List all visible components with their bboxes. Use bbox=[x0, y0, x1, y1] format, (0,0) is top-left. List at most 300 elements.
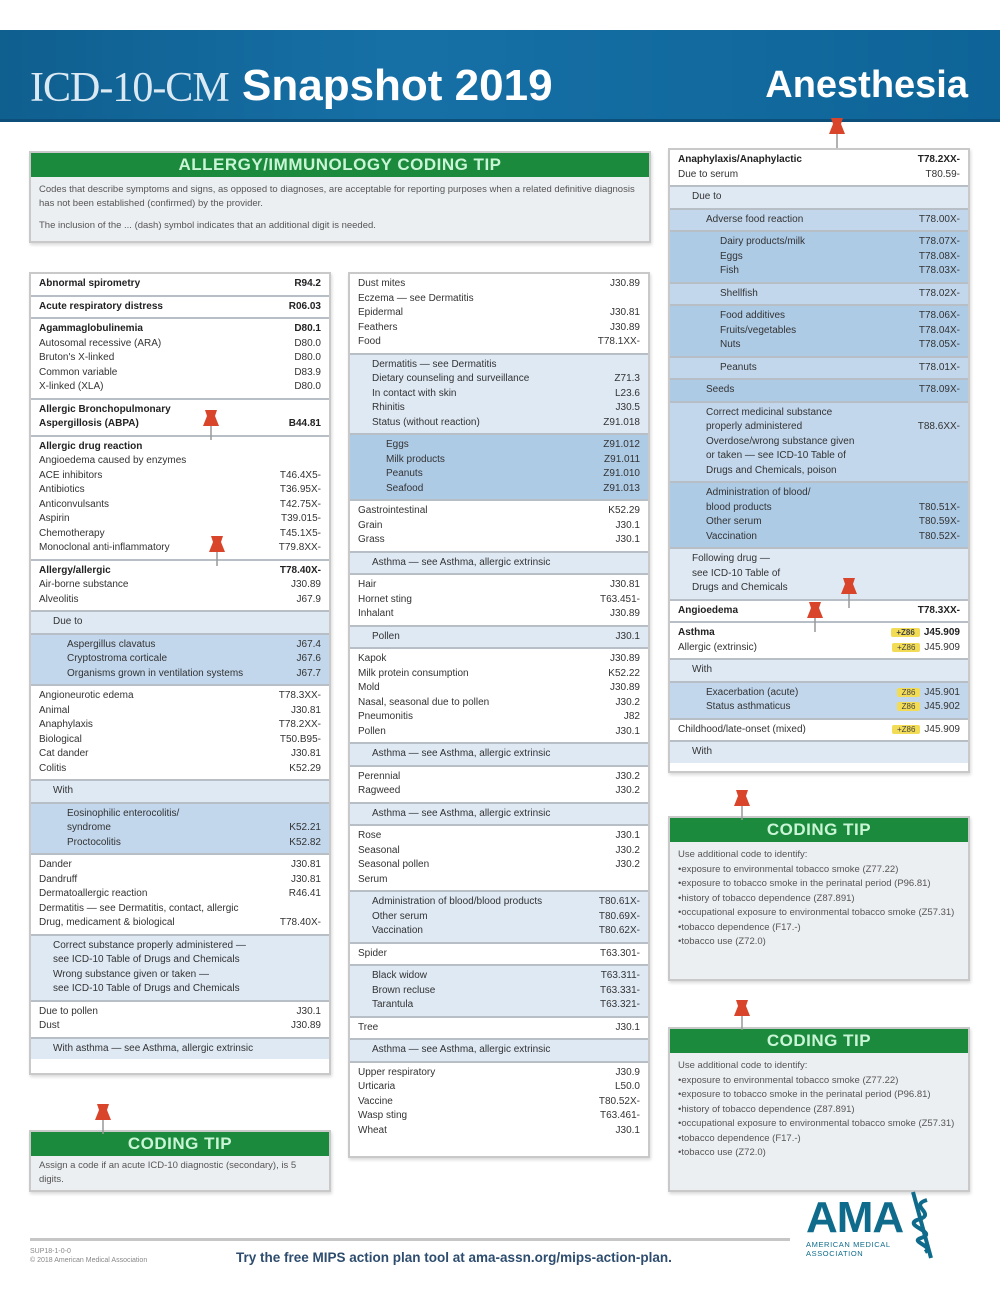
code-label: Agammaglobulinemia bbox=[39, 323, 143, 334]
code-label: Vaccination bbox=[372, 925, 423, 936]
code-row bbox=[350, 910, 648, 925]
code-label: Seafood bbox=[386, 482, 424, 494]
icd-code: T63.301- bbox=[599, 947, 640, 959]
code-label: Allergic drug reaction bbox=[39, 440, 143, 452]
code-label: Hornet sting bbox=[358, 593, 412, 605]
code-row bbox=[31, 417, 329, 432]
additional-code-badge: Z86 bbox=[897, 688, 921, 697]
icd-code: T46.4X5- bbox=[279, 469, 321, 481]
code-label: Administration of blood/blood products bbox=[372, 896, 543, 907]
staff-of-asclepius-icon bbox=[905, 1190, 941, 1260]
code-row bbox=[670, 530, 968, 545]
code-label: Asthma — see Asthma, allergic extrinsic bbox=[372, 1044, 551, 1055]
allergy-coding-tip bbox=[29, 151, 651, 243]
code-label: Anaphylaxis/Anaphylactic bbox=[678, 154, 802, 165]
code-section bbox=[670, 660, 968, 683]
code-label: Pneumonitis bbox=[358, 711, 414, 722]
code-label: Dermatitis — see Dermatitis, contact, allergic bbox=[39, 902, 239, 914]
code-row bbox=[31, 351, 329, 366]
code-section bbox=[31, 936, 329, 1002]
icd-code: J67.4 bbox=[296, 638, 321, 650]
ama-logo-sub: AMERICAN MEDICAL bbox=[806, 1240, 891, 1249]
code-row bbox=[350, 438, 648, 453]
code-label: Correct substance properly administered — bbox=[53, 939, 246, 951]
code-row bbox=[31, 322, 329, 337]
code-label: Overdose/wrong substance given bbox=[706, 435, 855, 447]
code-row bbox=[31, 454, 329, 469]
code-label: Autosomal recessive (ARA) bbox=[39, 337, 162, 349]
code-section bbox=[350, 553, 648, 576]
code-label: Wasp sting bbox=[358, 1110, 408, 1121]
icd-code: T78.02X- bbox=[918, 287, 960, 299]
code-section bbox=[670, 742, 968, 763]
code-row bbox=[31, 982, 329, 997]
code-label: Peanuts bbox=[386, 468, 423, 479]
icd-code: J45.909 bbox=[924, 641, 960, 653]
icd-code: T78.06X- bbox=[918, 310, 960, 321]
code-row bbox=[31, 762, 329, 777]
icd-code: J30.1 bbox=[296, 1005, 321, 1017]
icd-code: T42.75X- bbox=[279, 498, 321, 510]
code-label: Drugs and Chemicals, poison bbox=[706, 464, 837, 476]
code-section bbox=[350, 944, 648, 967]
icd-code: T78.05X- bbox=[918, 339, 960, 350]
code-row bbox=[31, 440, 329, 455]
icd-code: L23.6 bbox=[614, 387, 640, 399]
code-row bbox=[670, 723, 968, 738]
code-row bbox=[350, 1021, 648, 1036]
code-section bbox=[350, 804, 648, 827]
additional-code-badge: +Z86 bbox=[892, 643, 920, 652]
icd-code: J30.1 bbox=[615, 830, 640, 841]
icd-code: T78.04X- bbox=[918, 324, 960, 336]
icd-code: J45.909 bbox=[924, 723, 960, 735]
icd-code: K52.22 bbox=[608, 667, 640, 679]
code-row bbox=[350, 321, 648, 336]
code-label: Allergy/allergic bbox=[39, 564, 111, 576]
code-label: Seasonal pollen bbox=[358, 859, 430, 870]
code-row bbox=[670, 745, 968, 760]
tip-item: • exposure to environmental tobacco smoke (Z77.22) bbox=[678, 863, 960, 878]
code-section bbox=[31, 400, 329, 437]
header-banner bbox=[0, 30, 1000, 122]
code-row bbox=[350, 401, 648, 416]
code-label: Milk protein consumption bbox=[358, 667, 469, 679]
code-label: Exacerbation (acute) bbox=[706, 686, 799, 698]
code-section bbox=[670, 380, 968, 403]
code-row bbox=[350, 453, 648, 468]
icd-code: T80.61X- bbox=[598, 896, 640, 907]
tip-item: • occupational exposure to environmental tobacco smoke (Z57.31) bbox=[678, 906, 960, 921]
code-row bbox=[31, 1005, 329, 1020]
code-row bbox=[31, 733, 329, 748]
footer-doc-id: SUP18-1-0-0 bbox=[30, 1248, 71, 1255]
icd-code: K52.82 bbox=[289, 836, 321, 848]
code-row bbox=[670, 383, 968, 398]
code-label: Fruits/vegetables bbox=[720, 324, 797, 336]
code-section bbox=[350, 355, 648, 436]
icd-code: J30.89 bbox=[609, 682, 640, 693]
icd-code: J30.2 bbox=[615, 785, 640, 796]
icd-code: J30.81 bbox=[290, 859, 321, 870]
code-row bbox=[31, 512, 329, 527]
icd-code: D80.0 bbox=[294, 337, 321, 349]
code-label: Air-borne substance bbox=[39, 579, 129, 590]
code-label: Alveolitis bbox=[39, 593, 79, 605]
code-row bbox=[31, 483, 329, 498]
code-row bbox=[350, 416, 648, 431]
code-label: Colitis bbox=[39, 762, 67, 774]
code-section bbox=[670, 358, 968, 381]
icd-code: T78.2XX- bbox=[917, 154, 960, 165]
code-row bbox=[350, 681, 648, 696]
code-section bbox=[31, 561, 329, 613]
code-row bbox=[350, 947, 648, 962]
code-label: Eggs bbox=[386, 439, 409, 450]
tip-item: • tobacco use (Z72.0) bbox=[678, 935, 960, 950]
code-label: Organisms grown in ventilation systems bbox=[67, 667, 244, 679]
code-section bbox=[31, 635, 329, 687]
code-label: With bbox=[692, 746, 712, 757]
code-label: Seeds bbox=[706, 384, 735, 395]
icd-code: T80.59X- bbox=[918, 516, 960, 527]
icd-code: T50.B95- bbox=[279, 733, 321, 745]
code-row bbox=[350, 533, 648, 548]
ama-logo-text: AMA bbox=[806, 1193, 904, 1242]
code-label: Brown recluse bbox=[372, 984, 436, 996]
icd-code: T78.09X- bbox=[918, 384, 960, 395]
code-label: Dairy products/milk bbox=[720, 236, 806, 247]
code-section bbox=[350, 1040, 648, 1063]
code-row bbox=[350, 725, 648, 740]
code-section bbox=[670, 232, 968, 284]
code-label: Dermatoallergic reaction bbox=[39, 888, 148, 899]
icd-code: T78.3XX- bbox=[917, 604, 960, 616]
code-label: Eczema — see Dermatitis bbox=[358, 292, 474, 304]
code-row bbox=[31, 366, 329, 381]
code-label: Asthma bbox=[678, 627, 715, 638]
code-section bbox=[670, 150, 968, 187]
code-label: Aspergillosis (ABPA) bbox=[39, 418, 139, 429]
code-label: Nuts bbox=[720, 339, 741, 350]
code-row bbox=[31, 403, 329, 418]
code-row bbox=[31, 380, 329, 395]
icd-code: Z71.3 bbox=[614, 373, 640, 384]
code-table-middle bbox=[348, 272, 650, 1158]
icd-code: J30.5 bbox=[615, 402, 640, 413]
code-label: Inhalant bbox=[358, 608, 394, 619]
code-row bbox=[350, 784, 648, 799]
code-label: Proctocolitis bbox=[67, 836, 121, 848]
code-row bbox=[350, 593, 648, 608]
icd-code: R06.03 bbox=[288, 300, 321, 312]
icd-code: T80.52X- bbox=[918, 530, 960, 542]
code-row bbox=[670, 464, 968, 479]
code-row bbox=[31, 277, 329, 292]
code-row bbox=[350, 924, 648, 939]
code-section bbox=[31, 319, 329, 400]
coding-tip-right-1 bbox=[668, 816, 970, 981]
code-row bbox=[350, 630, 648, 645]
code-label: Allergic (extrinsic) bbox=[678, 641, 757, 653]
code-row bbox=[31, 337, 329, 352]
code-label: Seasonal bbox=[358, 844, 400, 856]
code-row bbox=[670, 486, 968, 501]
code-row bbox=[31, 469, 329, 484]
code-row bbox=[350, 306, 648, 321]
icd-code: J30.89 bbox=[609, 321, 640, 333]
coding-tip-left bbox=[29, 1130, 331, 1192]
icd-code: T78.03X- bbox=[918, 265, 960, 276]
code-row bbox=[670, 406, 968, 421]
code-label: syndrome bbox=[67, 822, 111, 833]
icd-code: T39.015- bbox=[280, 513, 321, 524]
icd-code: J30.89 bbox=[290, 1020, 321, 1031]
code-label: Tarantula bbox=[372, 999, 414, 1010]
icd-code: Z91.013 bbox=[603, 482, 640, 494]
code-row bbox=[670, 581, 968, 596]
page-title: Snapshot 2019 bbox=[242, 61, 553, 110]
code-label: Due to pollen bbox=[39, 1005, 98, 1017]
icd-code: J45.901 bbox=[924, 686, 960, 698]
icd-code: D83.9 bbox=[294, 366, 321, 378]
icd-code: R94.2 bbox=[294, 278, 321, 289]
icd-code: J30.1 bbox=[615, 1124, 640, 1136]
code-section bbox=[350, 435, 648, 501]
icd-code: J67.9 bbox=[296, 593, 321, 605]
code-label: Childhood/late-onset (mixed) bbox=[678, 723, 806, 735]
tip-paragraph: The inclusion of the ... (dash) symbol indicates that an additional digit is needed. bbox=[39, 220, 376, 231]
code-row bbox=[31, 784, 329, 799]
code-row bbox=[31, 747, 329, 762]
code-row bbox=[670, 235, 968, 250]
icd-code: T63.331- bbox=[599, 984, 640, 996]
ama-logo bbox=[806, 1193, 941, 1260]
footer-legal bbox=[30, 1247, 147, 1265]
icd-code: T80.62X- bbox=[598, 925, 640, 936]
code-label: Dandruff bbox=[39, 873, 78, 885]
code-row bbox=[350, 519, 648, 534]
code-row bbox=[350, 844, 648, 859]
code-section bbox=[350, 575, 648, 627]
tip-item: • tobacco dependence (F17.-) bbox=[678, 921, 960, 936]
code-label: or taken — see ICD-10 Table of bbox=[706, 450, 846, 461]
icd-code: J30.2 bbox=[615, 844, 640, 856]
icd-code: J30.81 bbox=[290, 748, 321, 759]
icd-code: T88.6XX- bbox=[917, 421, 960, 432]
icd-code: J30.89 bbox=[609, 653, 640, 664]
code-row bbox=[350, 873, 648, 888]
code-label: Angioneurotic edema bbox=[39, 690, 134, 701]
code-row bbox=[670, 663, 968, 678]
code-row bbox=[670, 552, 968, 567]
code-label: Drug, medicament & biological bbox=[39, 917, 175, 928]
code-row bbox=[350, 998, 648, 1013]
code-label: Ragweed bbox=[358, 785, 401, 796]
code-section bbox=[670, 403, 968, 484]
code-row bbox=[31, 1042, 329, 1057]
code-label: Acute respiratory distress bbox=[39, 300, 163, 312]
tip-item: • history of tobacco dependence (Z87.891) bbox=[678, 1103, 960, 1118]
code-row bbox=[670, 287, 968, 302]
code-label: Status asthmaticus bbox=[706, 701, 791, 712]
code-label: Drugs and Chemicals bbox=[692, 582, 788, 593]
code-label: Due to bbox=[692, 191, 722, 202]
code-row bbox=[350, 578, 648, 593]
code-label: Shellfish bbox=[720, 287, 758, 299]
pushpin-icon bbox=[92, 1102, 114, 1136]
icd-code: K52.29 bbox=[608, 505, 640, 516]
code-row bbox=[350, 607, 648, 622]
code-label: Grass bbox=[358, 534, 385, 545]
code-section bbox=[350, 892, 648, 944]
code-label: Biological bbox=[39, 733, 82, 745]
code-row bbox=[670, 641, 968, 656]
icd-code: J30.81 bbox=[290, 873, 321, 885]
icd-code: T63.451- bbox=[599, 593, 640, 605]
code-section bbox=[350, 649, 648, 744]
tip-title: ALLERGY/IMMUNOLOGY CODING TIP bbox=[31, 153, 649, 177]
code-label: Dander bbox=[39, 859, 72, 870]
code-row bbox=[670, 567, 968, 582]
code-table-left bbox=[29, 272, 331, 1075]
tip-item: • tobacco dependence (F17.-) bbox=[678, 1132, 960, 1147]
code-label: With bbox=[53, 785, 73, 796]
code-section bbox=[350, 1063, 648, 1142]
pushpin-icon bbox=[731, 788, 753, 822]
icd-code: T80.52X- bbox=[598, 1095, 640, 1107]
additional-code-badge: +Z86 bbox=[891, 628, 919, 637]
code-label: Urticaria bbox=[358, 1081, 396, 1092]
code-row bbox=[31, 704, 329, 719]
icd-code: K52.21 bbox=[289, 822, 321, 833]
header-prefix: ICD-10-CM bbox=[30, 65, 229, 111]
code-label: blood products bbox=[706, 501, 772, 513]
code-row bbox=[31, 858, 329, 873]
code-label: Chemotherapy bbox=[39, 527, 105, 539]
code-section bbox=[350, 501, 648, 553]
code-label: see ICD-10 Table of Drugs and Chemicals bbox=[53, 954, 240, 965]
code-section bbox=[31, 437, 329, 561]
code-label: Aspergillus clavatus bbox=[67, 638, 156, 650]
icd-code: T78.40X- bbox=[279, 917, 321, 928]
code-label: Peanuts bbox=[720, 361, 757, 373]
code-row bbox=[670, 515, 968, 530]
icd-code: D80.1 bbox=[294, 323, 321, 334]
icd-code: J67.7 bbox=[296, 667, 321, 679]
code-section bbox=[350, 826, 648, 892]
icd-code: J30.1 bbox=[615, 630, 640, 642]
code-section bbox=[670, 187, 968, 210]
icd-code: J30.81 bbox=[290, 704, 321, 716]
code-row bbox=[31, 968, 329, 983]
code-label: Monoclonal anti-inflammatory bbox=[39, 542, 170, 553]
code-row bbox=[670, 309, 968, 324]
code-label: Cat dander bbox=[39, 748, 89, 759]
code-section bbox=[350, 274, 648, 355]
code-row bbox=[31, 902, 329, 917]
icd-code: T78.07X- bbox=[918, 236, 960, 247]
code-section bbox=[670, 483, 968, 549]
code-label: Mold bbox=[358, 682, 380, 693]
code-row bbox=[350, 895, 648, 910]
additional-code-badge: Z86 bbox=[897, 702, 921, 711]
icd-code: T63.321- bbox=[599, 999, 640, 1010]
code-label: Food additives bbox=[720, 310, 786, 321]
icd-code: T79.8XX- bbox=[278, 542, 321, 553]
icd-code: J30.9 bbox=[615, 1066, 640, 1078]
code-row bbox=[31, 953, 329, 968]
tip-body: Assign a code if an acute ICD-10 diagnostic (secondary), is 5 digits. bbox=[31, 1156, 329, 1190]
icd-code: T63.311- bbox=[600, 970, 640, 981]
icd-code: B44.81 bbox=[288, 418, 321, 429]
icd-code: J30.1 bbox=[615, 725, 640, 737]
icd-code: T78.40X- bbox=[279, 564, 321, 576]
code-label: Aspirin bbox=[39, 513, 70, 524]
code-row bbox=[350, 335, 648, 350]
code-label: Gastrointestinal bbox=[358, 505, 428, 516]
icd-code: D80.0 bbox=[294, 381, 321, 392]
code-row bbox=[350, 1095, 648, 1110]
footer-cta-link[interactable]: Try the free MIPS action plan tool at ama-assn.org/mips-action-plan. bbox=[236, 1250, 672, 1265]
tip-title: CODING TIP bbox=[31, 1132, 329, 1156]
tip-item: • exposure to tobacco smoke in the perinatal period (P96.81) bbox=[678, 877, 960, 892]
code-row bbox=[31, 652, 329, 667]
code-row bbox=[670, 338, 968, 353]
code-section bbox=[31, 781, 329, 804]
code-row bbox=[31, 821, 329, 836]
code-row bbox=[350, 984, 648, 999]
code-row bbox=[670, 213, 968, 228]
code-row bbox=[350, 372, 648, 387]
icd-code: J67.6 bbox=[296, 653, 321, 664]
code-section bbox=[670, 306, 968, 358]
code-label: Fish bbox=[720, 265, 739, 276]
code-section bbox=[31, 1039, 329, 1060]
code-label: Pollen bbox=[358, 725, 386, 737]
code-row bbox=[350, 292, 648, 307]
code-label: X-linked (XLA) bbox=[39, 381, 104, 392]
icd-code: J30.2 bbox=[615, 770, 640, 782]
code-label: Bruton's X-linked bbox=[39, 352, 115, 363]
icd-code: Z91.010 bbox=[603, 468, 640, 479]
code-label: Other serum bbox=[372, 910, 428, 922]
tip-item: • exposure to tobacco smoke in the perinatal period (P96.81) bbox=[678, 1088, 960, 1103]
code-label: Animal bbox=[39, 704, 70, 716]
code-label: Wrong substance given or taken — bbox=[53, 968, 210, 980]
coding-tip-right-2 bbox=[668, 1027, 970, 1192]
code-label: With bbox=[692, 664, 712, 675]
icd-code: D80.0 bbox=[294, 352, 321, 363]
code-row bbox=[31, 527, 329, 542]
icd-code: T78.00X- bbox=[918, 213, 960, 225]
code-label: Following drug — bbox=[692, 553, 770, 564]
code-row bbox=[350, 829, 648, 844]
code-label: see ICD-10 Table of Drugs and Chemicals bbox=[53, 983, 240, 994]
icd-code: J30.2 bbox=[615, 859, 640, 870]
code-label: Asthma — see Asthma, allergic extrinsic bbox=[372, 748, 551, 759]
code-row bbox=[31, 1019, 329, 1034]
code-row bbox=[31, 807, 329, 822]
tip-item: • exposure to environmental tobacco smoke (Z77.22) bbox=[678, 1074, 960, 1089]
code-section bbox=[31, 804, 329, 856]
code-row bbox=[670, 153, 968, 168]
code-label: Rhinitis bbox=[372, 402, 405, 413]
code-row bbox=[350, 1124, 648, 1139]
pushpin-icon bbox=[200, 408, 222, 442]
code-section bbox=[350, 1018, 648, 1041]
code-label: Other serum bbox=[706, 516, 762, 527]
